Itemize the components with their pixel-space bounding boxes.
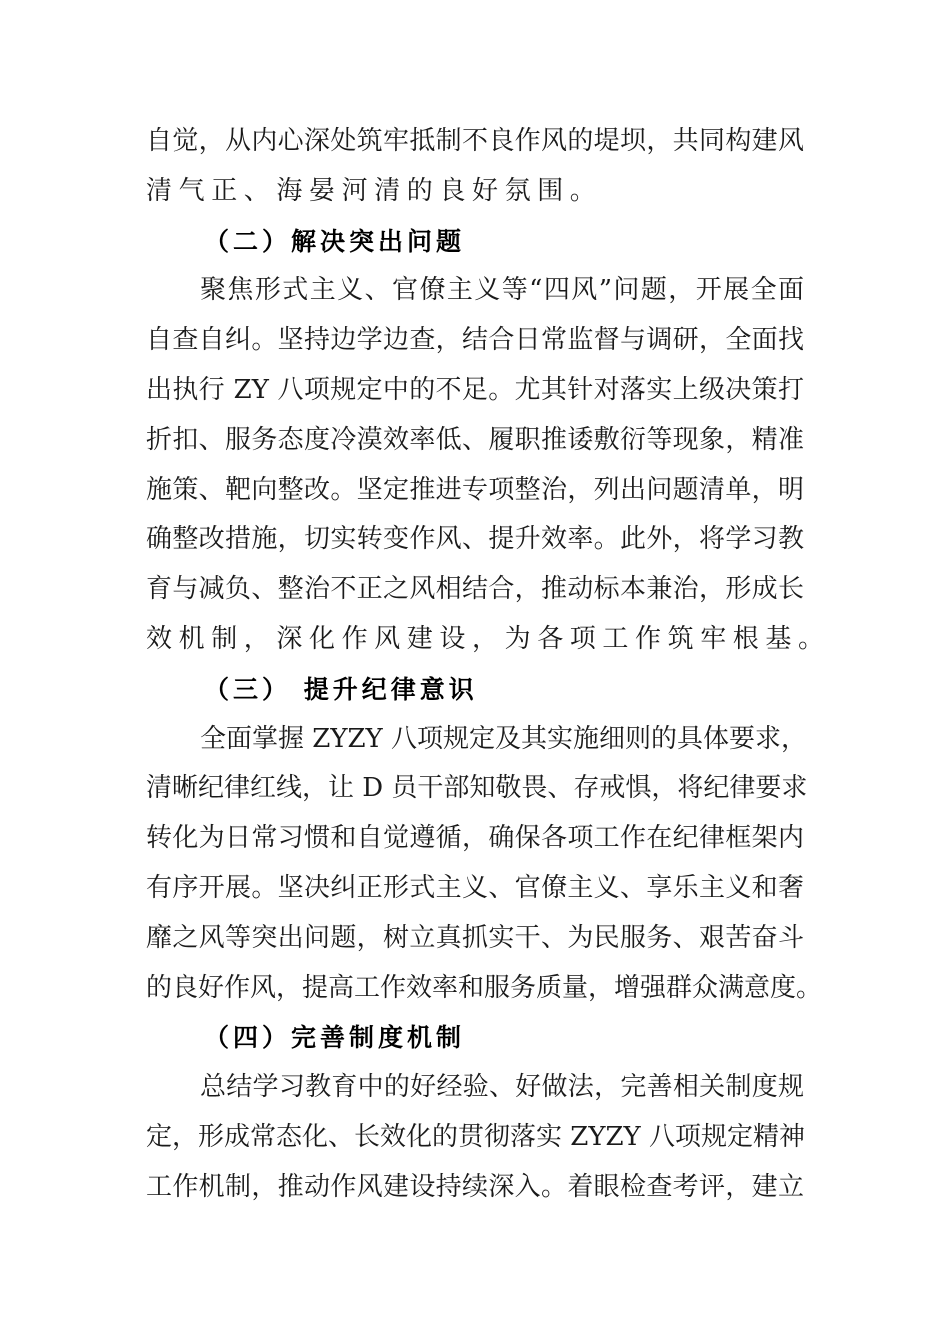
section-heading-3: （三） 提升纪律意识 [204, 674, 478, 704]
paragraph-line: 施策、靶向整改。坚定推进专项整治，列出问题清单，明 [146, 474, 804, 505]
paragraph-line: 全面掌握 ZYZY 八项规定及其实施细则的具体要求， [200, 723, 807, 754]
paragraph-line: 出执行 ZY 八项规定中的不足。尤其针对落实上级决策打 [146, 374, 804, 405]
section-heading-4: （四）完善制度机制 [204, 1023, 466, 1053]
paragraph-line: 自查自纠。坚持边学边查，结合日常监督与调研，全面找 [146, 325, 804, 356]
paragraph-line: 聚焦形式主义、官僚主义等“四风”问题，开展全面 [200, 275, 804, 306]
paragraph-line: 清气正、海晏河清的良好氛围。 [146, 175, 603, 206]
paragraph-line: 效机制，深化作风建设，为各项工作筑牢根基。 [146, 623, 831, 654]
paragraph-line: 的良好作风，提高工作效率和服务质量，增强群众满意度。 [146, 972, 823, 1003]
paragraph-line: 转化为日常习惯和自觉遵循，确保各项工作在纪律框架内 [146, 823, 804, 854]
paragraph-line: 有序开展。坚决纠正形式主义、官僚主义、享乐主义和奢 [146, 872, 804, 903]
paragraph-line: 自觉，从内心深处筑牢抵制不良作风的堤坝，共同构建风 [146, 126, 804, 156]
paragraph-line: 定，形成常态化、长效化的贯彻落实 ZYZY 八项规定精神 [146, 1121, 805, 1152]
paragraph-line: 清晰纪律红线，让 D 员干部知敬畏、存戒惧，将纪律要求 [146, 773, 808, 804]
paragraph-line: 靡之风等突出问题，树立真抓实干、为民服务、艰苦奋斗 [146, 922, 804, 953]
paragraph-line: 折扣、服务态度冷漠效率低、履职推诿敷衍等现象，精准 [146, 424, 804, 455]
paragraph-line: 总结学习教育中的好经验、好做法，完善相关制度规 [200, 1072, 804, 1103]
paragraph-line: 工作机制，推动作风建设持续深入。着眼检查考评，建立 [146, 1171, 804, 1202]
paragraph-line: 确整改措施，切实转变作风、提升效率。此外，将学习教 [146, 524, 804, 555]
section-heading-2: （二）解决突出问题 [204, 226, 466, 256]
document-body [146, 117, 831, 1213]
paragraph-line: 育与减负、整治不正之风相结合，推动标本兼治，形成长 [146, 574, 804, 605]
